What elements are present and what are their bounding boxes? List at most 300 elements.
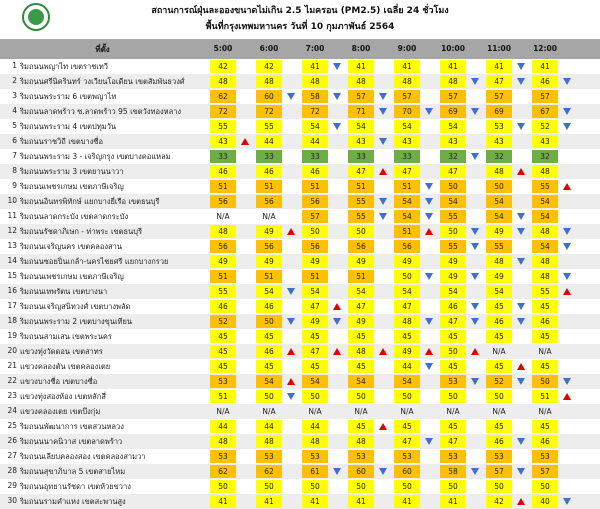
pm25-value-cell: 58 [440,465,466,478]
pm25-value-cell: 56 [256,240,282,253]
station-name: ริมถนนพระราม 4 เขตปทุมวัน [20,122,117,131]
pm25-value-cell: 55 [532,180,558,193]
pm25-value-cell: 41 [394,60,420,73]
trend-up-icon [471,348,479,355]
station-name: ริมถนนเจริญสนิทวงศ์ เขตบางพลัด [20,302,131,311]
pm25-value-cell: 58 [302,90,328,103]
time-column-header: 12:00 [533,44,557,53]
trend-down-icon [333,63,341,70]
pm25-value-cell: N/A [400,407,414,416]
pm25-value-cell: 48 [210,75,236,88]
pm25-value-cell: 45 [394,330,420,343]
table-row [0,389,600,404]
station-name: แขวงทุ่งวัดดอน เขตสาทร [20,347,103,356]
pm25-value-cell: 47 [440,315,466,328]
trend-up-icon [379,348,387,355]
pm25-value-cell: 62 [210,465,236,478]
trend-down-icon [379,198,387,205]
table-row [0,134,600,149]
pm25-value-cell: 57 [394,90,420,103]
pm25-value-cell: 53 [394,450,420,463]
table-row [0,449,600,464]
pm25-value-cell: 33 [302,150,328,163]
pm25-value-cell: 53 [440,375,466,388]
pm25-value-cell: 50 [440,390,466,403]
pm25-value-cell: 54 [394,210,420,223]
pm25-value-cell: 60 [394,465,420,478]
trend-down-icon [425,438,433,445]
pm25-value-cell: 51 [210,390,236,403]
pm25-value-cell: 44 [256,420,282,433]
row-number: 25 [7,421,17,430]
pm25-value-cell: 60 [348,465,374,478]
trend-down-icon [517,228,525,235]
table-row [0,344,600,359]
row-number: 26 [7,436,17,445]
pm25-value-cell: 48 [348,75,374,88]
pm25-value-cell: 45 [394,420,420,433]
trend-down-icon [379,468,387,475]
time-column-header: 5:00 [213,44,233,53]
pm25-value-cell: 49 [210,255,236,268]
station-name: ริมถนนพระราม 3 - เจริญกรุง เขตบางคอแหลม [20,152,171,161]
pm25-value-cell: 50 [348,390,374,403]
trend-down-icon [563,78,571,85]
pm25-value-cell: 48 [256,435,282,448]
pm25-value-cell: 57 [486,465,512,478]
trend-down-icon [517,468,525,475]
pm25-value-cell: 54 [486,285,512,298]
pm25-value-cell: 48 [394,75,420,88]
trend-up-icon [517,363,525,370]
trend-down-icon [471,243,479,250]
pm25-value-cell: 69 [486,105,512,118]
pm25-value-cell: 54 [486,210,512,223]
pm25-value-cell: 54 [532,210,558,223]
pm25-value-cell: N/A [538,407,552,416]
pm25-value-cell: 48 [532,165,558,178]
pm25-value-cell: 53 [348,450,374,463]
table-row [0,224,600,239]
pm25-value-cell: 42 [486,495,512,508]
pm25-value-cell: 54 [440,285,466,298]
location-column-header: ที่ตั้ง [95,45,110,54]
pm25-value-cell: N/A [308,407,322,416]
trend-down-icon [379,108,387,115]
pm25-value-cell: 45 [210,345,236,358]
pm25-value-cell: 57 [440,90,466,103]
pm25-value-cell: 48 [210,225,236,238]
pm25-value-cell: 50 [532,480,558,493]
pm25-value-cell: 54 [532,240,558,253]
pm25-value-cell: 45 [440,360,466,373]
pm25-value-cell: 41 [532,60,558,73]
pm25-value-cell: 32 [440,150,466,163]
pm25-value-cell: 41 [440,60,466,73]
pm25-value-cell: 50 [256,390,282,403]
pm25-value-cell: 47 [348,300,374,313]
station-name: ริมถนนพัฒนาการ เขตสวนหลวง [20,422,124,431]
table-row [0,269,600,284]
table-row [0,179,600,194]
pm25-value-cell: 42 [210,60,236,73]
trend-down-icon [471,378,479,385]
time-column-header: 11:00 [487,44,511,53]
trend-down-icon [517,318,525,325]
pm25-value-cell: 52 [486,375,512,388]
pm25-value-cell: 33 [394,150,420,163]
table-row [0,314,600,329]
table-row [0,104,600,119]
pm25-value-cell: 55 [440,210,466,223]
pm25-value-cell: 48 [532,255,558,268]
pm25-value-cell: 55 [256,120,282,133]
trend-down-icon [425,363,433,370]
station-name: ริมถนนพญาไท เขตราชเทวี [20,62,109,71]
report-subtitle: พื้นที่กรุงเทพมหานคร วันที่ 10 กุมภาพันธ์ 2564 [205,22,395,32]
row-number: 5 [12,121,17,130]
row-number: 21 [7,361,17,370]
pm25-value-cell: 45 [348,420,374,433]
station-name: ริมถนนอุทยานรัชดา เขตห้วยขวาง [20,482,131,491]
pm25-value-cell: 44 [210,420,236,433]
pm25-value-cell: 45 [348,360,374,373]
pm25-value-cell: 45 [256,360,282,373]
pm25-value-cell: 46 [210,165,236,178]
trend-down-icon [379,213,387,220]
pm25-value-cell: 41 [440,495,466,508]
pm25-value-cell: 54 [348,120,374,133]
pm25-value-cell: 55 [440,240,466,253]
row-number: 15 [7,271,17,280]
pm25-value-cell: 56 [348,240,374,253]
pm25-value-cell: 56 [256,195,282,208]
row-number: 19 [7,331,17,340]
trend-down-icon [379,138,387,145]
trend-up-icon [425,228,433,235]
trend-down-icon [563,108,571,115]
station-name: ริมถนนพระราม 3 เขตยานนาวา [20,167,124,176]
pm25-value-cell: N/A [492,407,506,416]
trend-down-icon [517,78,525,85]
row-number: 2 [12,76,17,85]
time-column-header: 10:00 [441,44,465,53]
row-number: 18 [7,316,17,325]
trend-down-icon [471,303,479,310]
pm25-value-cell: 55 [532,285,558,298]
pm25-value-cell: 41 [348,60,374,73]
pm25-value-cell: 56 [210,195,236,208]
trend-down-icon [517,213,525,220]
trend-up-icon [287,378,295,385]
pm25-value-cell: 45 [486,330,512,343]
pm25-value-cell: 51 [210,180,236,193]
pm25-value-cell: 44 [256,135,282,148]
pm25-value-cell: N/A [354,407,368,416]
pm25-value-cell: 50 [302,480,328,493]
pm25-value-cell: 48 [302,75,328,88]
pm25-value-cell: 41 [302,495,328,508]
pm25-value-cell: 43 [440,135,466,148]
pm25-value-cell: 51 [302,180,328,193]
pm25-value-cell: 50 [486,180,512,193]
pm25-value-cell: 61 [302,465,328,478]
pm25-value-cell: 45 [348,330,374,343]
pm25-value-cell: 41 [394,495,420,508]
pm25-value-cell: 49 [256,255,282,268]
row-number: 3 [12,91,17,100]
table-row [0,299,600,314]
trend-down-icon [425,213,433,220]
row-number: 22 [7,376,17,385]
pm25-value-cell: 33 [256,150,282,163]
time-column-header: 6:00 [259,44,279,53]
pm25-value-cell: 50 [440,225,466,238]
trend-down-icon [333,318,341,325]
pm25-value-cell: 54 [302,285,328,298]
row-number: 6 [12,136,17,145]
pm25-table [0,39,600,509]
row-number: 23 [7,391,17,400]
pm25-value-cell: 60 [256,90,282,103]
pm25-value-cell: 47 [394,435,420,448]
pm25-value-cell: 72 [210,105,236,118]
pm25-value-cell: 72 [302,105,328,118]
pm25-value-cell: 48 [532,270,558,283]
station-name: ริมถนนพระราม 2 เขตบางขุนเทียน [20,317,132,326]
pm25-value-cell: 49 [440,270,466,283]
pm25-value-cell: 45 [440,330,466,343]
pm25-value-cell: 54 [532,195,558,208]
time-column-header: 8:00 [351,44,371,53]
pm25-value-cell: 48 [348,435,374,448]
pm25-value-cell: 46 [210,300,236,313]
trend-up-icon [517,168,525,175]
pm25-value-cell: 53 [256,450,282,463]
row-number: 28 [7,466,17,475]
pm25-value-cell: 47 [440,165,466,178]
pm25-value-cell: 45 [256,330,282,343]
trend-down-icon [425,318,433,325]
pm25-value-cell: 45 [486,300,512,313]
trend-down-icon [287,318,295,325]
pm25-value-cell: 50 [302,390,328,403]
station-name: ริมถนนลาดพร้าว ซ.ลาดพร้าว 95 เขตวังทองหลาง [20,107,182,116]
pm25-value-cell: N/A [216,212,230,221]
pm25-value-cell: 46 [532,435,558,448]
pm25-value-cell: 44 [302,135,328,148]
table-row [0,119,600,134]
table-row [0,419,600,434]
pm25-value-cell: 54 [302,375,328,388]
pm25-value-cell: 54 [394,120,420,133]
trend-down-icon [425,273,433,280]
pm25-value-cell: 53 [440,450,466,463]
pm25-value-cell: 50 [440,180,466,193]
table-row [0,149,600,164]
row-number: 24 [7,406,17,415]
pm25-value-cell: 49 [394,345,420,358]
trend-up-icon [241,138,249,145]
trend-down-icon [471,153,479,160]
table-header-row [0,39,600,59]
table-row [0,464,600,479]
pm25-value-cell: 47 [302,345,328,358]
pm25-value-cell: 50 [394,390,420,403]
pm25-value-cell: 51 [394,225,420,238]
trend-down-icon [517,438,525,445]
pm25-value-cell: 53 [210,375,236,388]
trend-down-icon [563,273,571,280]
pm25-value-cell: 54 [394,285,420,298]
row-number: 17 [7,301,17,310]
trend-down-icon [425,108,433,115]
table-row [0,239,600,254]
pm25-value-cell: N/A [262,212,276,221]
trend-up-icon [287,348,295,355]
station-name: ริมถนนเพชรเกษม เขตภาษีเจริญ [20,272,124,281]
pm25-value-cell: 45 [302,330,328,343]
pm25-value-cell: 72 [256,105,282,118]
pm25-value-cell: 44 [302,420,328,433]
pm25-value-cell: 49 [440,255,466,268]
table-row [0,209,600,224]
pm25-value-cell: 57 [486,90,512,103]
pm25-value-cell: 54 [348,285,374,298]
pm25-value-cell: 47 [440,435,466,448]
trend-down-icon [333,93,341,100]
trend-up-icon [379,423,387,430]
pm25-value-cell: 51 [302,270,328,283]
report-header [0,0,600,38]
pm25-value-cell: 49 [256,225,282,238]
trend-up-icon [563,183,571,190]
pm25-value-cell: 45 [440,420,466,433]
station-name: ริมถนนเทพรัตน เขตบางนา [20,287,108,296]
table-row [0,194,600,209]
row-number: 20 [7,346,17,355]
pm25-value-cell: 50 [532,375,558,388]
pm25-value-cell: 49 [394,255,420,268]
trend-down-icon [563,378,571,385]
pm25-value-cell: 46 [532,315,558,328]
table-row [0,404,600,419]
pm25-value-cell: 55 [210,285,236,298]
pm25-value-cell: 54 [302,120,328,133]
table-body [0,59,600,509]
trend-down-icon [563,243,571,250]
trend-down-icon [517,63,525,70]
pm25-value-cell: 48 [532,225,558,238]
station-name: ริมถนนราชวิถี เขตบางซื่อ [20,137,104,146]
table-row [0,359,600,374]
pm25-value-cell: 56 [302,195,328,208]
pm25-value-cell: 50 [302,225,328,238]
trend-down-icon [471,228,479,235]
station-name: ริมถนนศรีนิครินทร์ วงเวียนโอเดียน เขตสัมพันธวงศ์ [20,77,185,86]
pm25-value-cell: 52 [210,315,236,328]
table-row [0,164,600,179]
row-number: 1 [12,61,17,70]
pm25-value-cell: 49 [302,315,328,328]
pm25-value-cell: 46 [532,75,558,88]
time-column-header: 9:00 [397,44,417,53]
pm25-value-cell: N/A [216,407,230,416]
pm25-value-cell: 49 [486,225,512,238]
pm25-value-cell: 50 [210,480,236,493]
trend-down-icon [287,288,295,295]
pm25-value-cell: 45 [486,360,512,373]
table-row [0,479,600,494]
pm25-value-cell: 54 [440,120,466,133]
trend-up-icon [379,168,387,175]
trend-down-icon [287,393,295,400]
pm25-value-cell: 33 [210,150,236,163]
station-name: ริมถนนอินทรพิทักษ์ แยกบางยี่เรือ เขตธนบุรี [20,197,160,206]
row-number: 13 [7,241,17,250]
pm25-value-cell: 43 [394,135,420,148]
pm25-value-cell: 53 [302,450,328,463]
table-row [0,494,600,509]
pm25-value-cell: 49 [486,270,512,283]
row-number: 10 [7,196,17,205]
pm25-value-cell: 45 [210,330,236,343]
pm25-value-cell: 51 [532,390,558,403]
pm25-value-cell: 48 [348,345,374,358]
pm25-value-cell: 67 [532,105,558,118]
pm25-value-cell: 51 [256,180,282,193]
pm25-value-cell: 50 [440,480,466,493]
pm25-value-cell: 41 [256,495,282,508]
pm25-value-cell: 53 [486,450,512,463]
pm25-value-cell: 51 [348,180,374,193]
pm25-value-cell: 32 [532,150,558,163]
pm25-value-cell: 50 [394,270,420,283]
table-row [0,284,600,299]
row-number: 16 [7,286,17,295]
trend-up-icon [563,288,571,295]
pm25-value-cell: 48 [302,435,328,448]
pm25-value-cell: 52 [532,120,558,133]
table-row [0,374,600,389]
pm25-value-cell: 33 [348,150,374,163]
pm25-value-cell: 41 [302,60,328,73]
pm25-value-cell: 57 [302,210,328,223]
pm25-value-cell: 51 [348,270,374,283]
time-column-header: 7:00 [305,44,325,53]
row-number: 7 [12,151,17,160]
table-row [0,329,600,344]
pm25-value-cell: 46 [256,345,282,358]
pm25-value-cell: 47 [394,300,420,313]
pm25-value-cell: 45 [532,330,558,343]
trend-down-icon [471,468,479,475]
trend-down-icon [517,123,525,130]
pm25-value-cell: N/A [262,407,276,416]
pm25-value-cell: 46 [256,300,282,313]
station-name: แขวงคลองตัน เขตคลองเตย [20,362,111,371]
pm25-value-cell: 46 [440,300,466,313]
row-number: 9 [12,181,17,190]
pm25-value-cell: 50 [348,225,374,238]
pm25-value-cell: 57 [348,90,374,103]
row-number: 27 [7,451,17,460]
station-name: แขวงทุ่งสองห้อง เขตหลักสี่ [20,392,106,401]
pm25-value-cell: 49 [348,255,374,268]
pm25-value-cell: 45 [302,360,328,373]
pm25-value-cell: 46 [486,435,512,448]
pm25-value-cell: 48 [440,75,466,88]
